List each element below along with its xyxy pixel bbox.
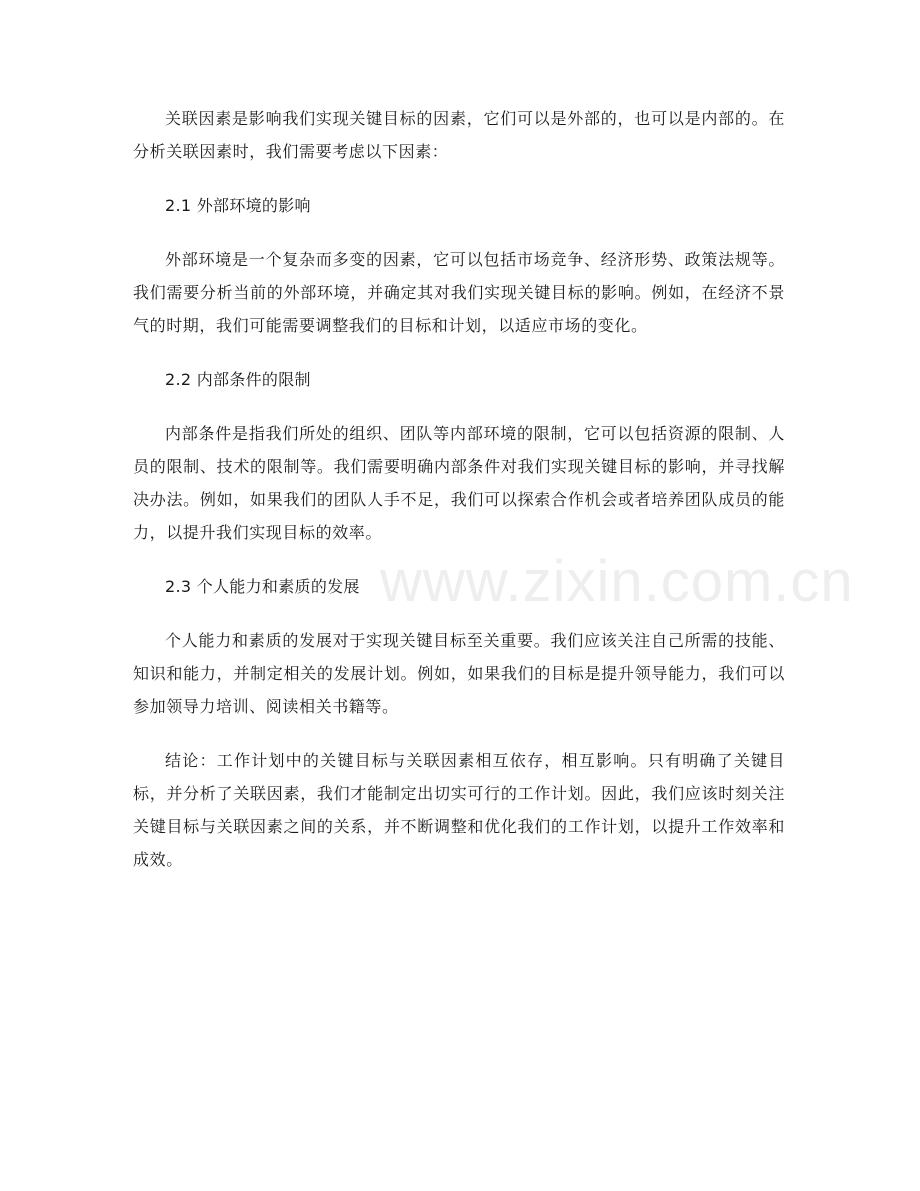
section-body-2-1: 外部环境是一个复杂而多变的因素，它可以包括市场竞争、经济形势、政策法规等。我们需要分析当前的外部环境，并确定其对我们实现关键目标的影响。例如，在经济不景气的时期，我们可能需要调整我们的目标和计划，以适应市场的变化。 xyxy=(133,250,785,335)
document-content xyxy=(133,102,785,897)
section-heading-2-2: 2.2 内部条件的限制 xyxy=(165,370,311,389)
intro-paragraph: 关联因素是影响我们实现关键目标的因素，它们可以是外部的，也可以是内部的。在分析关联因素时，我们需要考虑以下因素： xyxy=(133,109,785,161)
section-body-2-3: 个人能力和素质的发展对于实现关键目标至关重要。我们应该关注自己所需的技能、知识和能力，并制定相关的发展计划。例如，如果我们的目标是提升领导能力，我们可以参加领导力培训、阅读相关书籍等。 xyxy=(133,631,785,716)
section-body-2-2: 内部条件是指我们所处的组织、团队等内部环境的限制，它可以包括资源的限制、人员的限制、技术的限制等。我们需要明确内部条件对我们实现关键目标的影响，并寻找解决办法。例如，如果我们的团队人手不足，我们可以探索合作机会或者培养团队成员的能力，以提升我们实现目标的效率。 xyxy=(133,424,785,542)
watermark: www.zixin.com.cn xyxy=(380,549,854,614)
section-heading-2-3: 2.3 个人能力和素质的发展 xyxy=(165,577,360,596)
section-heading-2-1: 2.1 外部环境的影响 xyxy=(165,196,311,215)
conclusion-paragraph: 结论：工作计划中的关键目标与关联因素相互依存，相互影响。只有明确了关键目标，并分析了关联因素，我们才能制定出切实可行的工作计划。因此，我们应该时刻关注关键目标与关联因素之间的关系，并不断调整和优化我们的工作计划，以提升工作效率和成效。 xyxy=(133,751,785,869)
